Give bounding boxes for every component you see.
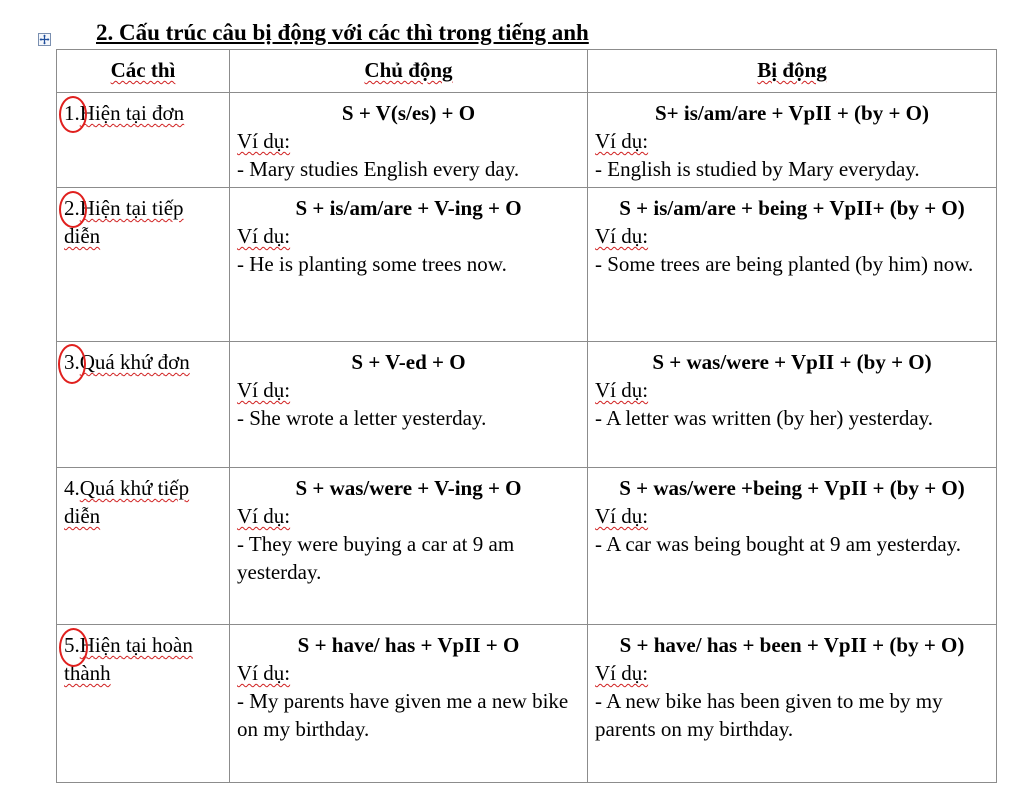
tense-number: 2. bbox=[64, 194, 80, 222]
active-formula: S + V(s/es) + O bbox=[341, 101, 476, 125]
red-circle-annotation bbox=[58, 344, 86, 384]
passive-formula: S + is/am/are + being + VpII+ (by + O) bbox=[619, 196, 965, 220]
tense-number: 1. bbox=[64, 99, 80, 127]
table-header-row bbox=[57, 50, 997, 93]
passive-cell bbox=[588, 93, 997, 188]
passive-formula: S + was/were + VpII + (by + O) bbox=[652, 350, 932, 374]
example-label: Ví dụ: bbox=[595, 504, 649, 528]
active-formula: S + was/were + V-ing + O bbox=[295, 476, 522, 500]
tense-name: Quá khứ đơn bbox=[79, 350, 190, 374]
active-cell bbox=[230, 342, 588, 468]
tense-cell bbox=[57, 468, 230, 625]
active-formula: S + have/ has + VpII + O bbox=[297, 633, 520, 657]
red-circle-annotation bbox=[59, 628, 88, 667]
active-example: - They were buying a car at 9 am yesterday. bbox=[237, 532, 515, 584]
header-tense: Các thì bbox=[57, 50, 230, 93]
table-row bbox=[57, 625, 997, 783]
active-example: - He is planting some trees now. bbox=[237, 252, 507, 276]
tense-name: Hiện tại hoàn thành bbox=[64, 633, 193, 685]
passive-cell bbox=[588, 188, 997, 342]
example-label: Ví dụ: bbox=[237, 504, 291, 528]
header-active: Chủ động bbox=[230, 50, 588, 93]
passive-example: - A new bike has been given to me by my parents on my birthday. bbox=[595, 689, 943, 741]
document-heading: 2. Cấu trúc câu bị động với các thì trong tiếng anh bbox=[96, 20, 589, 45]
table-row bbox=[57, 342, 997, 468]
passive-voice-table bbox=[56, 49, 997, 783]
example-label: Ví dụ: bbox=[595, 661, 649, 685]
example-label: Ví dụ: bbox=[595, 224, 649, 248]
active-cell bbox=[230, 625, 588, 783]
example-label: Ví dụ: bbox=[237, 224, 291, 248]
tense-name: Quá khứ tiếp diễn bbox=[64, 476, 190, 528]
active-formula: S + is/am/are + V-ing + O bbox=[295, 196, 522, 220]
table-row bbox=[57, 93, 997, 188]
table-move-handle-icon[interactable] bbox=[38, 33, 51, 46]
example-label: Ví dụ: bbox=[237, 661, 291, 685]
passive-formula: S + was/were +being + VpII + (by + O) bbox=[619, 476, 965, 500]
table-row bbox=[57, 188, 997, 342]
active-example: - My parents have given me a new bike on my birthday. bbox=[237, 689, 569, 741]
passive-formula: S+ is/am/are + VpII + (by + O) bbox=[654, 101, 930, 125]
passive-formula: S + have/ has + been + VpII + (by + O) bbox=[619, 633, 965, 657]
tense-cell bbox=[57, 625, 230, 783]
red-circle-annotation bbox=[59, 191, 87, 228]
active-example: - Mary studies English every day. bbox=[237, 157, 520, 181]
red-circle-annotation bbox=[59, 96, 87, 133]
active-example: - She wrote a letter yesterday. bbox=[237, 406, 487, 430]
active-formula: S + V-ed + O bbox=[351, 350, 466, 374]
tense-name: Hiện tại đơn bbox=[79, 101, 185, 125]
tense-number: 5. bbox=[64, 631, 80, 659]
example-label: Ví dụ: bbox=[595, 129, 649, 153]
tense-name: Hiện tại tiếp diễn bbox=[64, 196, 184, 248]
example-label: Ví dụ: bbox=[237, 378, 291, 402]
example-label: Ví dụ: bbox=[595, 378, 649, 402]
tense-cell bbox=[57, 342, 230, 468]
tense-number: 3. bbox=[64, 348, 80, 376]
tense-number: 4. bbox=[64, 476, 80, 500]
active-cell bbox=[230, 93, 588, 188]
example-label: Ví dụ: bbox=[237, 129, 291, 153]
passive-example: - Some trees are being planted (by him) now. bbox=[595, 252, 974, 276]
table-row bbox=[57, 468, 997, 625]
passive-example: - English is studied by Mary everyday. bbox=[595, 157, 920, 181]
active-cell bbox=[230, 468, 588, 625]
header-passive: Bị động bbox=[588, 50, 997, 93]
passive-cell bbox=[588, 468, 997, 625]
tense-cell bbox=[57, 93, 230, 188]
passive-example: - A letter was written (by her) yesterday. bbox=[595, 406, 934, 430]
passive-example: - A car was being bought at 9 am yesterday. bbox=[595, 532, 962, 556]
tense-cell bbox=[57, 188, 230, 342]
passive-cell bbox=[588, 342, 997, 468]
passive-cell bbox=[588, 625, 997, 783]
active-cell bbox=[230, 188, 588, 342]
